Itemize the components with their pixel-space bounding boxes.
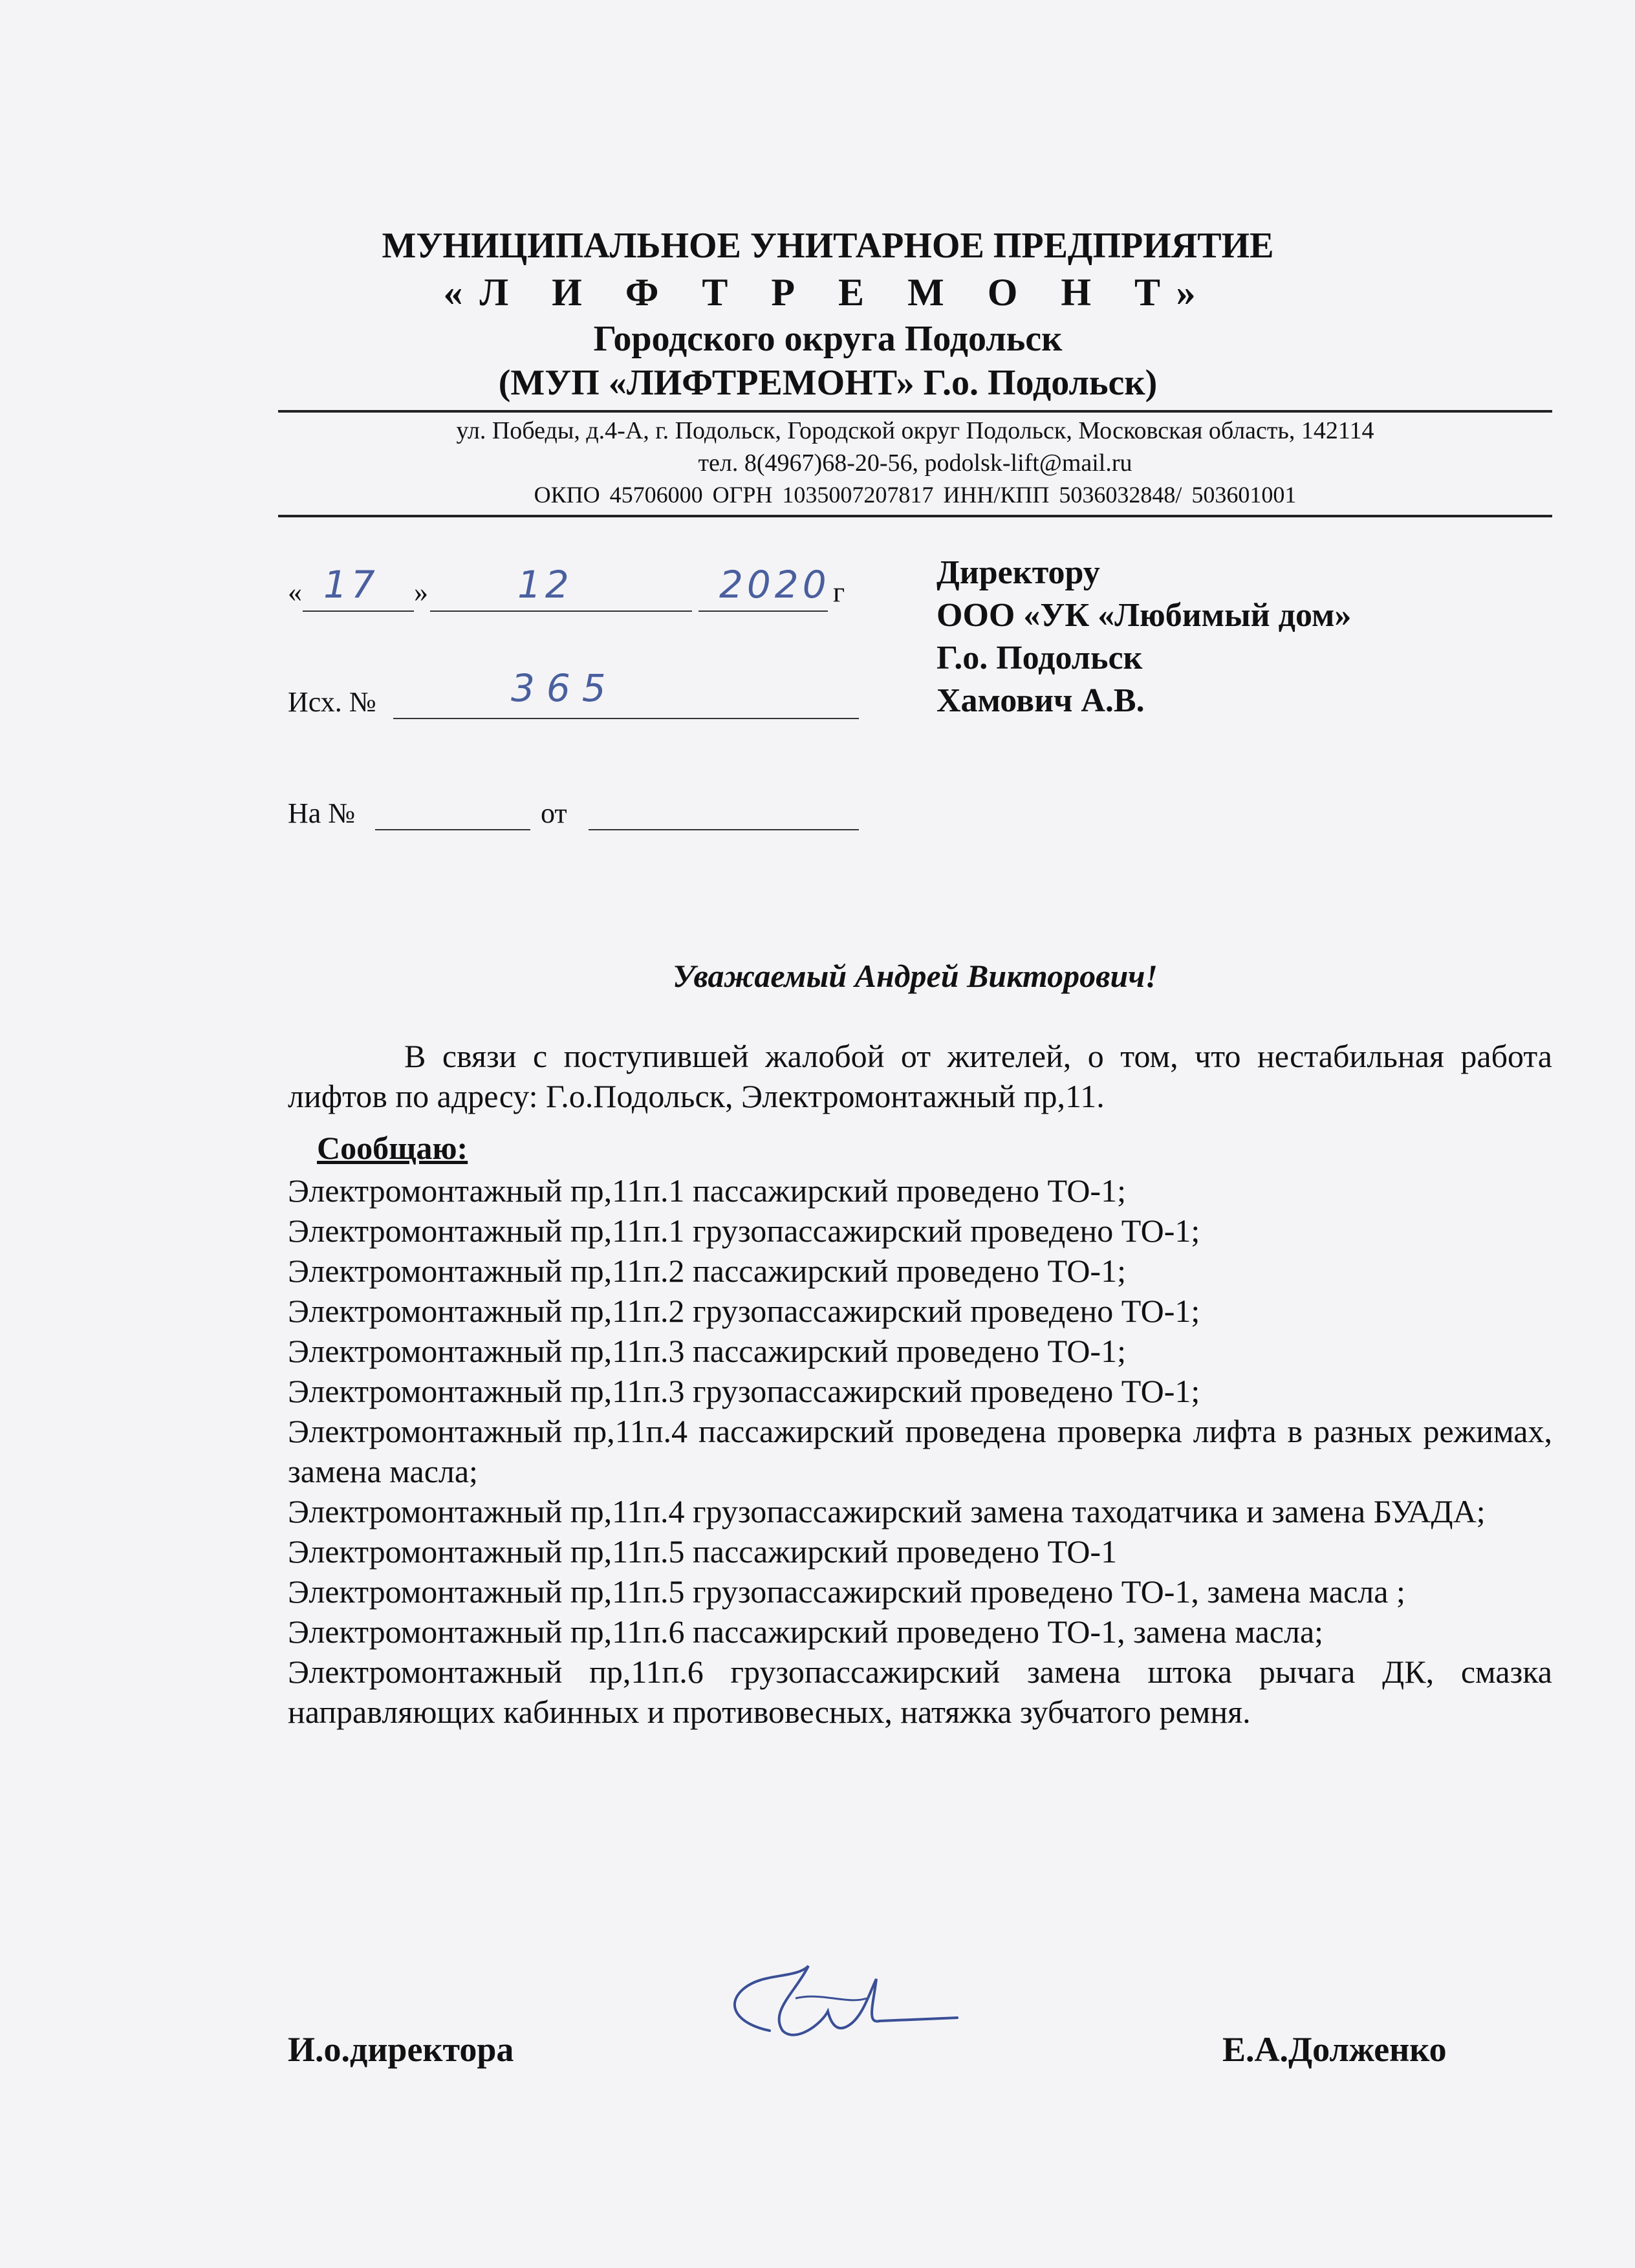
ref-from-label: от [541,797,567,829]
list-item: Электромонтажный пр,11п.1 грузопассажирский проведено ТО-1; [288,1213,1200,1249]
list-item: Электромонтажный пр,11п.5 пассажирский проведено ТО-1 [288,1533,1118,1570]
list-item: Электромонтажный пр,11п.2 грузопассажирский проведено ТО-1; [288,1293,1200,1329]
org-codes: ОКПО 45706000 ОГРН 1035007207817 ИНН/КПП 5036032848/ 503601001 [534,482,1297,508]
report-label: Сообщаю: [317,1130,468,1166]
ref-label: На № [288,797,356,829]
handwritten-signature [698,1953,970,2069]
signatory-role: И.о.директора [288,2030,514,2069]
greeting: Уважаемый Андрей Викторович! [673,958,1158,994]
org-short-name: (МУП «ЛИФТРЕМОНТ» Г.о. Подольск) [498,363,1158,403]
header-divider-top [278,410,1552,413]
org-address: ул. Победы, д.4-А, г. Подольск, Городской округ Подольск, Московская область, 142114 [456,417,1374,444]
header-divider-bottom [278,515,1552,517]
ref-number-underline [375,829,530,830]
org-title: МУНИЦИПАЛЬНОЕ УНИТАРНОЕ ПРЕДПРИЯТИЕ [382,226,1274,266]
addressee-line-3: Г.о. Подольск [937,640,1143,676]
list-item: Электромонтажный пр,11п.4 пассажирский проведена проверка лифта в разных режимах, замена масла; [288,1413,1552,1489]
date-close-quote: » [414,576,428,608]
date-month: 12 [517,563,573,607]
date-day-underline [303,610,414,612]
list-item: Электромонтажный пр,11п.3 пассажирский проведено ТО-1; [288,1333,1126,1369]
outgoing-number: 365 [511,666,618,710]
list-item: Электромонтажный пр,11п.6 пассажирский проведено ТО-1, замена масла; [288,1614,1324,1650]
work-items-list [288,1171,1552,1732]
date-year-underline [698,610,828,612]
date-open-quote: « [288,576,302,608]
list-item: Электромонтажный пр,11п.1 пассажирский проведено ТО-1; [288,1172,1126,1209]
outgoing-underline [393,718,859,719]
org-district: Городского округа Подольск [593,319,1063,359]
signatory-name: Е.А.Долженко [1222,2030,1447,2069]
list-item: Электромонтажный пр,11п.4 грузопассажирский замена таходатчика и замена БУАДА; [288,1493,1486,1529]
list-item: Электромонтажный пр,11п.3 грузопассажирский проведено ТО-1; [288,1373,1200,1409]
ref-date-underline [589,829,859,830]
intro-paragraph: В связи с поступившей жалобой от жителей, о том, что нестабильная работа лифтов по адресу: Г.о.Подольск, Электромонтажный пр,11. [288,1038,1552,1114]
addressee-line-4: Хамович А.В. [937,682,1145,719]
addressee-line-2: ООО «УК «Любимый дом» [937,597,1352,634]
org-contacts: тел. 8(4967)68-20-56, podolsk-lift@mail.ru [698,449,1132,477]
list-item: Электромонтажный пр,11п.5 грузопассажирский проведено ТО-1, замена масла ; [288,1573,1405,1610]
date-year: 2020 [719,563,830,607]
list-item: Электромонтажный пр,11п.2 пассажирский проведено ТО-1; [288,1253,1126,1289]
outgoing-label: Исх. № [288,686,376,718]
date-day: 17 [323,563,379,607]
org-name: «Л И Ф Т Р Е М О Н Т» [443,271,1213,314]
addressee-line-1: Директору [937,554,1100,591]
date-month-underline [430,610,692,612]
date-suffix: г [833,576,845,608]
list-item: Электромонтажный пр,11п.6 грузопассажирский замена штока рычага ДК, смазка направляющих кабинных и противовесных, натяжка зубчатого ремня. [288,1654,1552,1730]
